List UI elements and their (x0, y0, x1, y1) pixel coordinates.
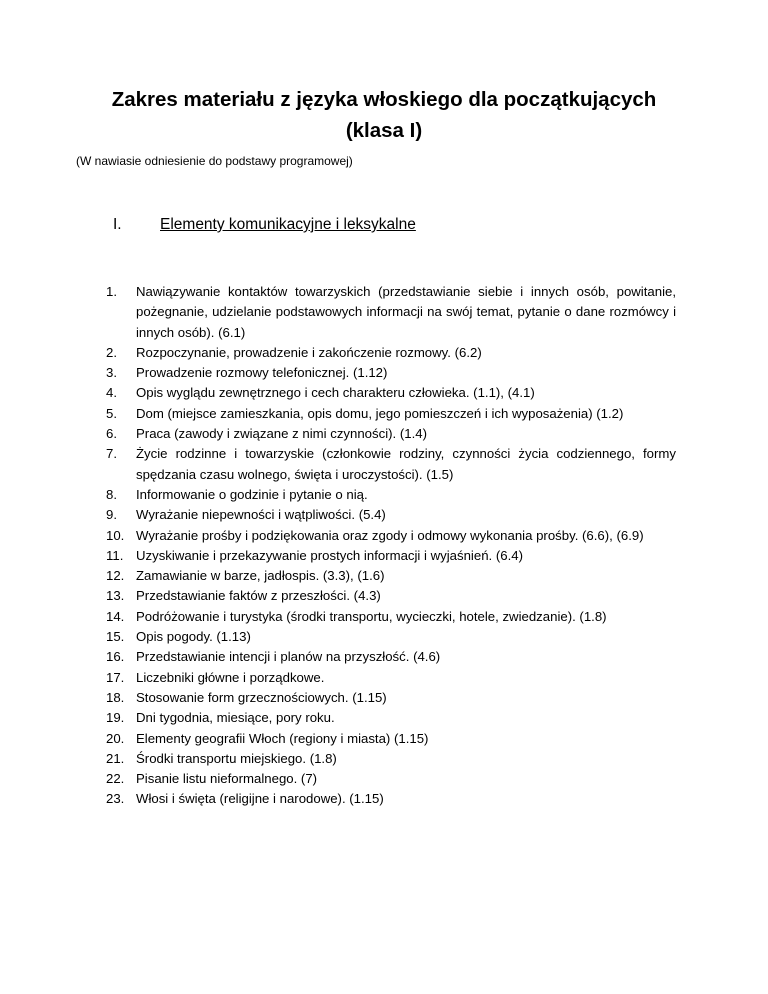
list-item-text: Podróżowanie i turystyka (środki transportu, wycieczki, hotele, zwiedzanie). (1.8) (136, 608, 607, 624)
list-item-number: 19. (106, 710, 125, 726)
list-item-number: 20. (106, 730, 125, 746)
list-item (106, 586, 676, 606)
list-item (106, 769, 676, 789)
list-item (106, 363, 676, 383)
list-item-text: Dni tygodnia, miesiące, pory roku. (136, 710, 335, 726)
list-item-number: 13. (106, 588, 125, 604)
list-item-text: Stosowanie form grzecznościowych. (1.15) (136, 689, 387, 705)
list-item-text: Informowanie o godzinie i pytanie o nią. (136, 486, 368, 502)
document-title (0, 84, 768, 146)
list-item (106, 607, 676, 627)
list-item-number: 22. (106, 771, 125, 787)
list-item-text: Wyrażanie prośby i podziękowania oraz zgody i odmowy wykonania prośby. (6.6), (6.9) (136, 527, 644, 543)
list-item-number: 2. (106, 344, 117, 360)
list-item-text: Opis wyglądu zewnętrznego i cech charakteru człowieka. (1.1), (4.1) (136, 385, 535, 401)
list-item-text: Przedstawianie intencji i planów na przyszłość. (4.6) (136, 649, 441, 665)
list-item-number: 16. (106, 649, 125, 665)
list-item-number: 6. (106, 426, 117, 442)
list-item (106, 566, 676, 586)
list-item-text: Przedstawianie faktów z przeszłości. (4.3) (136, 588, 381, 604)
list-item-number: 9. (106, 507, 117, 523)
list-item-text: Dom (miejsce zamieszkania, opis domu, jego pomieszczeń i ich wyposażenia) (1.2) (136, 405, 624, 421)
list-item-number: 12. (106, 568, 125, 584)
list-item-text: Wyrażanie niepewności i wątpliwości. (5.4) (136, 507, 386, 523)
list-item-text: Pisanie listu nieformalnego. (7) (136, 771, 318, 787)
list-item (106, 688, 676, 708)
list-item-text: Środki transportu miejskiego. (1.8) (136, 750, 337, 766)
list-item-text: Liczebniki główne i porządkowe. (136, 669, 325, 685)
list-item-number: 10. (106, 527, 125, 543)
list-item-text: Uzyskiwanie i przekazywanie prostych informacji i wyjaśnień. (6.4) (136, 547, 523, 563)
list-item (106, 404, 676, 424)
list-item-number: 5. (106, 405, 117, 421)
list-item-number: 23. (106, 791, 125, 807)
list-item-text: Opis pogody. (1.13) (136, 629, 251, 645)
list-item (106, 444, 676, 485)
section-heading: Elementy komunikacyjne i leksykalne (160, 216, 416, 233)
list-item-text: Włosi i święta (religijne i narodowe). (1.15) (136, 791, 384, 807)
list-item (106, 343, 676, 363)
document-subtitle: (W nawiasie odniesienie do podstawy programowej) (76, 154, 353, 168)
list-item (106, 424, 676, 444)
topic-list (106, 282, 676, 810)
list-item (106, 789, 676, 809)
list-item-number: 11. (106, 547, 124, 563)
list-item-text: Praca (zawody i związane z nimi czynności). (1.4) (136, 426, 427, 442)
list-item-number: 1. (106, 284, 117, 299)
list-item-number: 17. (106, 669, 125, 685)
list-item (106, 647, 676, 667)
list-item-text: Elementy geografii Włoch (regiony i miasta) (1.15) (136, 730, 429, 746)
list-item (106, 668, 676, 688)
list-item (106, 729, 676, 749)
section-header (113, 214, 673, 236)
list-item-text: Życie rodzinne i towarzyskie (członkowie rodziny, czynności życia codziennego, formy spędzania czasu wolnego, święta i uroczystości). (1.5) (136, 446, 676, 482)
list-item-number: 4. (106, 385, 117, 401)
list-item (106, 485, 676, 505)
list-item-number: 7. (106, 446, 117, 462)
list-item-number: 14. (106, 608, 125, 624)
list-item (106, 282, 676, 343)
list-item-number: 21. (106, 750, 125, 766)
list-item-text: Zamawianie w barze, jadłospis. (3.3), (1.6) (136, 568, 385, 584)
list-item (106, 505, 676, 525)
section-number: I. (113, 216, 122, 233)
list-item (106, 526, 676, 546)
list-item-text: Prowadzenie rozmowy telefonicznej. (1.12) (136, 365, 388, 381)
list-item-number: 8. (106, 486, 117, 502)
list-item (106, 627, 676, 647)
list-item-number: 18. (106, 689, 125, 705)
list-item-number: 3. (106, 365, 117, 381)
list-item (106, 708, 676, 728)
title-line-1: Zakres materiału z języka włoskiego dla początkujących (111, 88, 657, 111)
list-item (106, 383, 676, 403)
list-item (106, 749, 676, 769)
list-item-number: 15. (106, 629, 125, 645)
list-item-text: Rozpoczynanie, prowadzenie i zakończenie rozmowy. (6.2) (136, 344, 482, 360)
list-item (106, 546, 676, 566)
list-item-text: Nawiązywanie kontaktów towarzyskich (przedstawianie siebie i innych osób, powitanie, pożegnanie, udzielanie podstawowych informacji na swój temat, pytanie o dane rozmówcy i innych osób). (6.1) (136, 284, 676, 340)
title-line-2: (klasa I) (345, 119, 423, 142)
